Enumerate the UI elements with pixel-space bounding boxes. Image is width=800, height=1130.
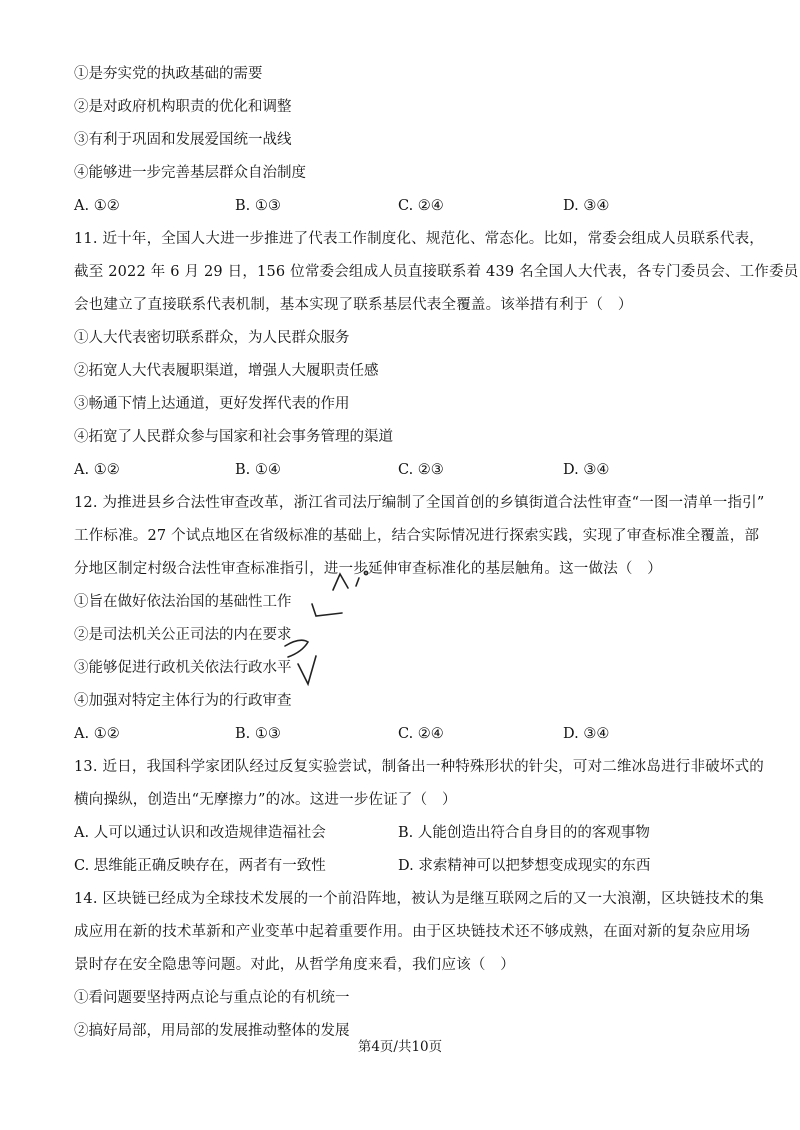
q13-choice-c: C. 思维能正确反映存在，两者有一致性 xyxy=(74,858,326,874)
q11-text-line-3: 会也建立了直接联系代表机制，基本实现了联系基层代表全覆盖。该举措有利于（ ） xyxy=(74,297,633,313)
q11-choice-c: C. ②③ xyxy=(398,462,444,478)
q13-text-line-1: 13. 近日，我国科学家团队经过反复实验尝试，制备出一种特殊形状的针尖，可对二维冰岛进行非破坏式的 xyxy=(74,759,764,775)
q12-statement-3: ③能够促进行政机关依法行政水平 xyxy=(74,660,292,676)
q12-choice-b: B. ①③ xyxy=(235,726,281,742)
q13-text-line-2: 横向操纵，创造出“无摩擦力”的冰。这进一步佐证了（ ） xyxy=(74,792,457,808)
q11-choice-d: D. ③④ xyxy=(563,462,610,478)
q12-statement-1: ①旨在做好依法治国的基础性工作 xyxy=(74,594,292,610)
q14-statement-2: ②搞好局部，用局部的发展推动整体的发展 xyxy=(74,1023,350,1039)
q11-statement-1: ①人大代表密切联系群众，为人民群众服务 xyxy=(74,330,350,346)
q10-choice-b: B. ①③ xyxy=(235,198,281,214)
q10-choice-a: A. ①② xyxy=(74,198,120,214)
pen-mark-4 xyxy=(312,604,342,616)
q12-text-line-3: 分地区制定村级合法性审查标准指引，进一步延伸审查标准化的基层触角。这一做法（ ） xyxy=(74,561,662,577)
q12-statement-2: ②是司法机关公正司法的内在要求 xyxy=(74,627,292,643)
q14-text-line-1: 14. 区块链已经成为全球技术发展的一个前沿阵地，被认为是继互联网之后的又一大浪潮，区块链技术的集 xyxy=(74,891,764,907)
q11-text-line-1: 11. 近十年，全国人大进一步推进了代表工作制度化、规范化、常态化。比如，常委会组成人员联系代表， xyxy=(74,231,764,247)
q11-choice-a: A. ①② xyxy=(74,462,120,478)
q11-choice-b: B. ①④ xyxy=(235,462,281,478)
pen-mark-6 xyxy=(298,656,316,684)
q12-text-line-2: 工作标准。27 个试点地区在省级标准的基础上，结合实际情况进行探索实践，实现了审查标准全覆盖，部 xyxy=(74,528,760,544)
q13-choice-d: D. 求索精神可以把梦想变成现实的东西 xyxy=(398,858,651,874)
q10-statement-1: ①是夯实党的执政基础的需要 xyxy=(74,66,263,82)
q12-choice-c: C. ②④ xyxy=(398,726,444,742)
q12-text-line-1: 12. 为推进县乡合法性审查改革，浙江省司法厅编制了全国首创的乡镇街道合法性审查“一图一清单一指引” xyxy=(74,495,765,511)
q10-statement-3: ③有利于巩固和发展爱国统一战线 xyxy=(74,132,292,148)
q13-choice-a: A. 人可以通过认识和改造规律造福社会 xyxy=(74,825,326,841)
q10-statement-2: ②是对政府机构职责的优化和调整 xyxy=(74,99,292,115)
q11-statement-3: ③畅通下情上达通道，更好发挥代表的作用 xyxy=(74,396,350,412)
q14-text-line-3: 景时存在安全隐患等问题。对此，从哲学角度来看，我们应该（ ） xyxy=(74,957,515,973)
q12-statement-4: ④加强对特定主体行为的行政审查 xyxy=(74,693,292,709)
q14-text-line-2: 成应用在新的技术革新和产业变革中起着重要作用。由于区块链技术还不够成熟，在面对新的复杂应用场 xyxy=(74,924,751,940)
q14-statement-1: ①看问题要坚持两点论与重点论的有机统一 xyxy=(74,990,350,1006)
q13-choice-b: B. 人能创造出符合自身目的的客观事物 xyxy=(398,825,650,841)
q11-text-line-2: 截至 2022 年 6 月 29 日，156 位常委会组成人员直接联系着 439 名全国人大代表，各专门委员会、工作委员 xyxy=(74,264,799,280)
page-number: 第4页/共10页 xyxy=(357,1039,443,1055)
pen-mark-2 xyxy=(356,578,359,586)
q10-choice-d: D. ③④ xyxy=(563,198,610,214)
q10-choice-c: C. ②④ xyxy=(398,198,444,214)
q10-statement-4: ④能够进一步完善基层群众自治制度 xyxy=(74,165,306,181)
q11-statement-2: ②拓宽人大代表履职渠道，增强人大履职责任感 xyxy=(74,363,379,379)
q12-choice-a: A. ①② xyxy=(74,726,120,742)
q12-choice-d: D. ③④ xyxy=(563,726,610,742)
q11-statement-4: ④拓宽了人民群众参与国家和社会事务管理的渠道 xyxy=(74,429,393,445)
